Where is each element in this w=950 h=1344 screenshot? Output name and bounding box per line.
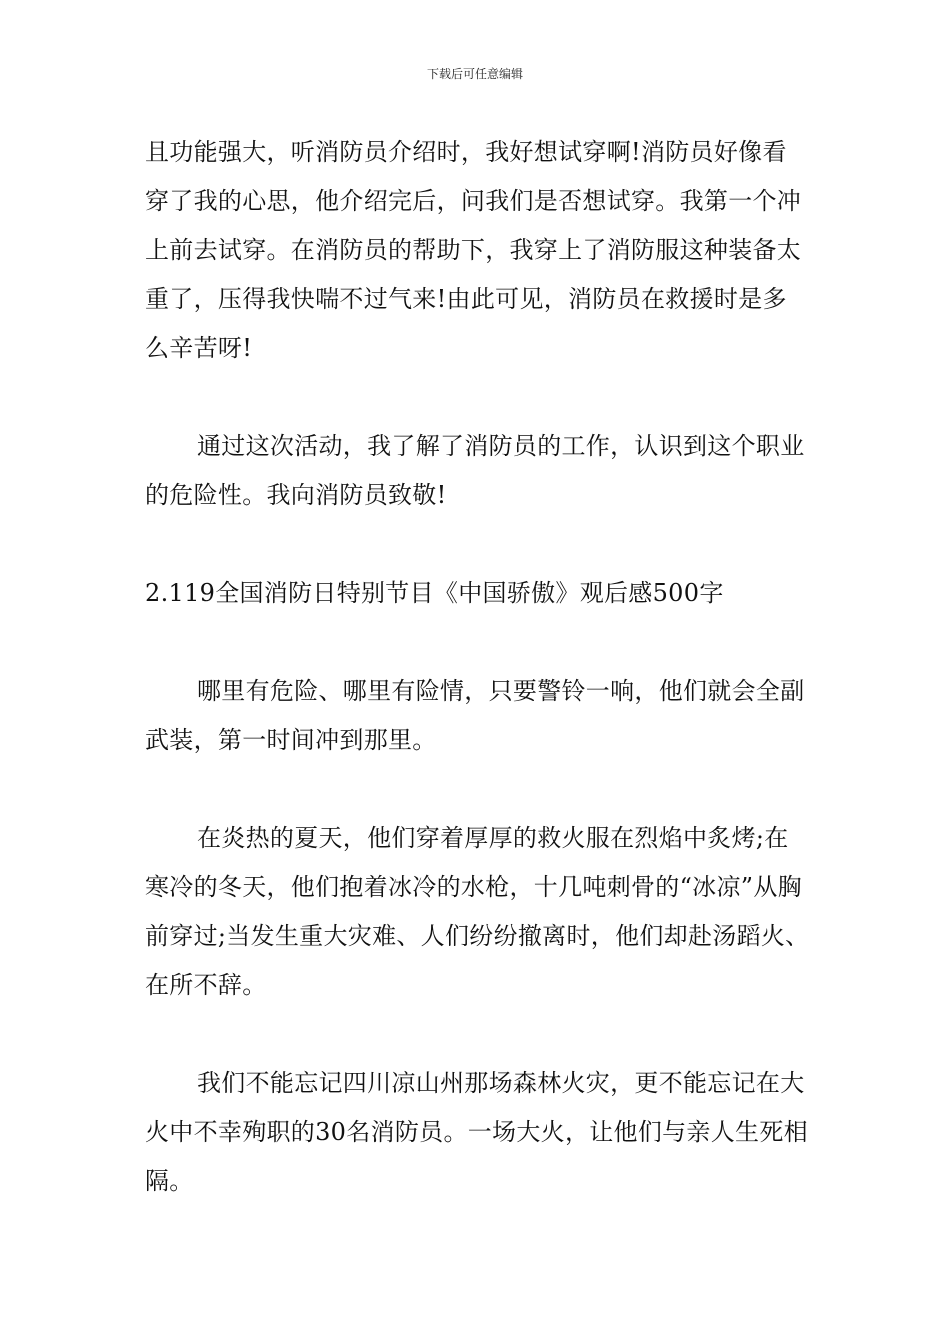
paragraph-conclusion: 通过这次活动，我了解了消防员的工作，认识到这个职业的危险性。我向消防员致敬!	[145, 432, 805, 509]
paragraph-continuation: 且功能强大，听消防员介绍时，我好想试穿啊!消防员好像看穿了我的心思，他介绍完后，问我们是否想试穿。我第一个冲上前去试穿。在消防员的帮助下，我穿上了消防服这种装备太重了，压得我快喘不过气来!由此可见，消防员在救援时是多么辛苦呀!	[145, 138, 802, 362]
page-header: 下载后可任意编辑	[426, 67, 523, 81]
paragraph-body: 我们不能忘记四川凉山州那场森林火灾，更不能忘记在大火中不幸殉职的30名消防员。一场大火，让他们与亲人生死相隔。	[145, 1069, 808, 1195]
document-body	[145, 128, 810, 1206]
paragraph-body: 哪里有危险、哪里有险情，只要警铃一响，他们就会全副武装，第一时间冲到那里。	[145, 677, 805, 754]
paragraph-body: 在炎热的夏天，他们穿着厚厚的救火服在烈焰中炙烤;在寒冷的冬天，他们抱着冰冷的水枪，十几吨刺骨的“冰凉”从胸前穿过;当发生重大灾难、人们纷纷撤离时，他们却赴汤蹈火、在所不辞。	[145, 824, 810, 999]
paragraph-spacer	[145, 520, 810, 569]
paragraph-spacer	[145, 618, 810, 667]
paragraph-spacer	[145, 373, 810, 422]
section-title: 2.119全国消防日特别节目《中国骄傲》观后感500字	[145, 579, 724, 607]
paragraph-spacer	[145, 1010, 810, 1059]
paragraph-spacer	[145, 765, 810, 814]
